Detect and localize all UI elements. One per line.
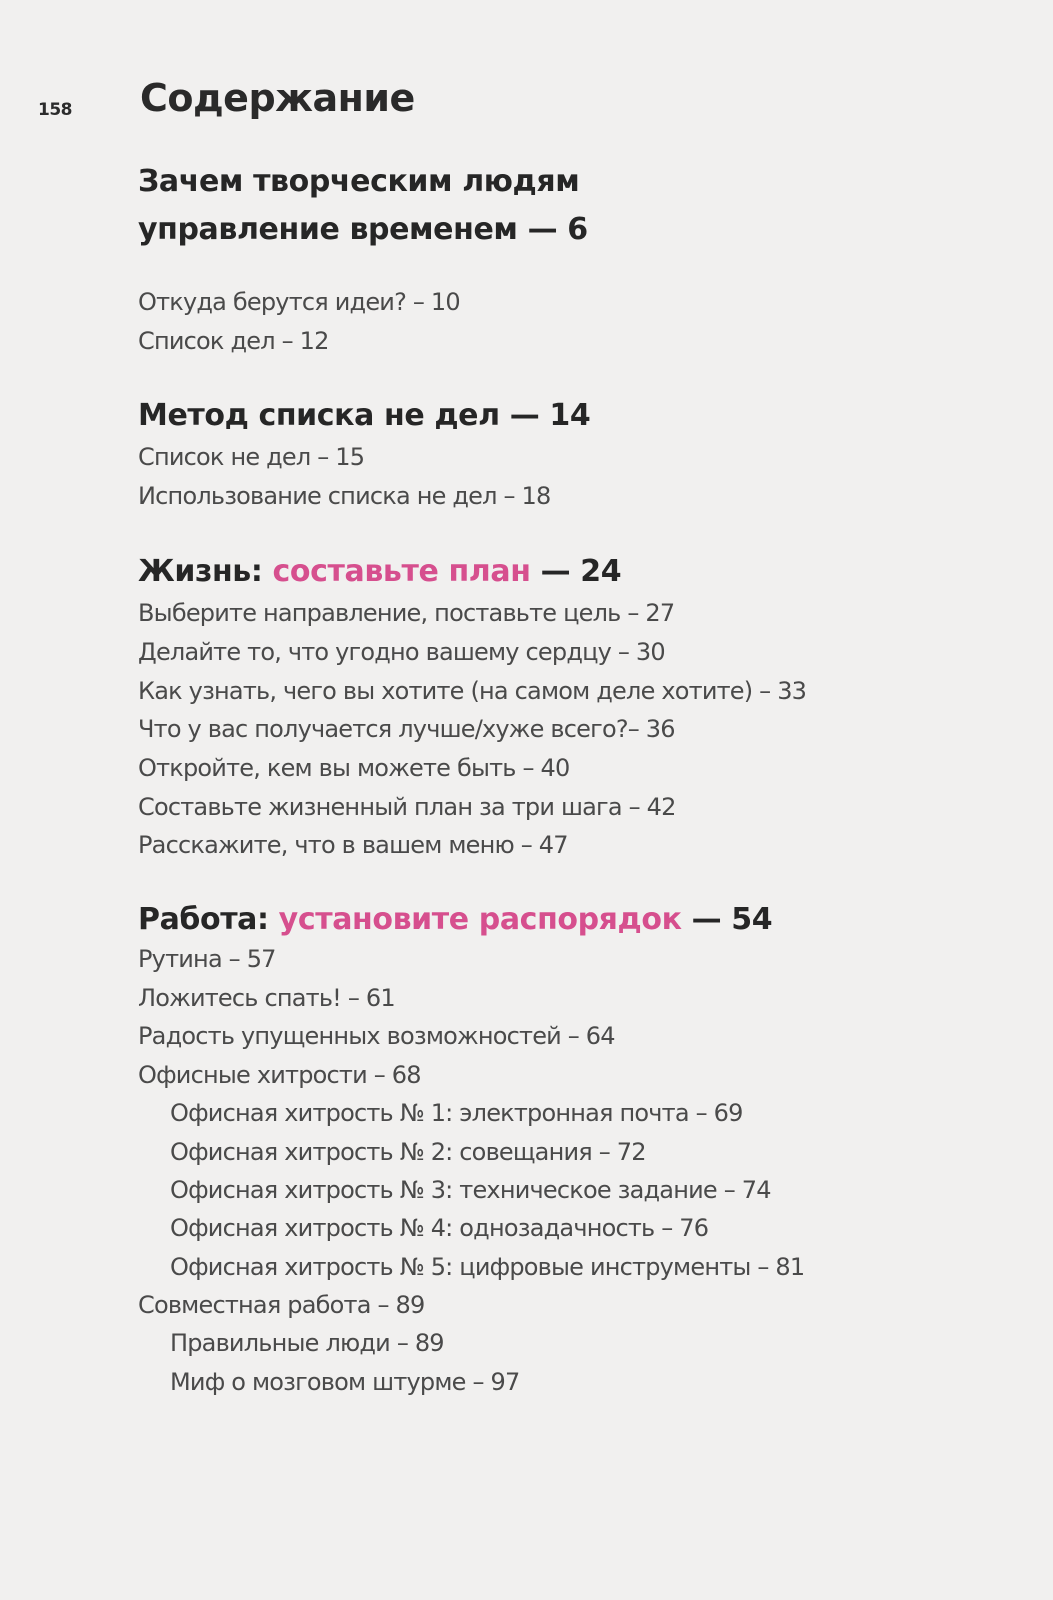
toc-subitem[interactable]: Правильные люди – 89 [170,1329,444,1357]
section-heading-3[interactable] [138,548,621,596]
section-heading-text: управление временем [138,212,518,247]
section-page-number: 54 [731,902,773,937]
toc-subitem[interactable]: Офисная хитрость № 5: цифровые инструменты – 81 [170,1253,805,1281]
section-dash: — [540,554,571,589]
toc-subitem[interactable]: Офисная хитрость № 3: техническое задание – 74 [170,1176,771,1204]
section-page-number: 14 [549,398,591,433]
section-dash: — [527,212,558,247]
section-heading-2[interactable] [138,392,590,440]
section-heading-text: Зачем творческим людям [138,164,580,199]
toc-subitem[interactable]: Офисная хитрость № 2: совещания – 72 [170,1138,646,1166]
toc-item[interactable]: Список не дел – 15 [138,443,365,471]
section-dash: — [509,398,540,433]
section-heading-text: Жизнь: [138,554,263,589]
section-heading-text: Работа: [138,902,269,937]
toc-item[interactable]: Расскажите, что в вашем меню – 47 [138,831,568,859]
toc-subitem[interactable]: Офисная хитрость № 4: однозадачность – 76 [170,1214,709,1242]
toc-subitem[interactable]: Офисная хитрость № 1: электронная почта – 69 [170,1099,743,1127]
toc-item[interactable]: Составьте жизненный план за три шага – 42 [138,793,676,821]
toc-item[interactable]: Ложитесь спать! – 61 [138,984,395,1012]
toc-item[interactable]: Список дел – 12 [138,327,329,355]
toc-item[interactable]: Рутина – 57 [138,945,276,973]
section-page-number: 24 [580,554,622,589]
section-dash: — [691,902,722,937]
toc-item[interactable]: Делайте то, что угодно вашему сердцу – 30 [138,638,665,666]
section-heading-text: Метод списка не дел [138,398,500,433]
section-heading-accent: составьте план [272,554,531,589]
section-heading-1[interactable] [138,158,579,206]
page-number: 158 [38,100,72,120]
section-heading-1-line2[interactable] [138,206,588,254]
section-page-number: 6 [567,212,588,247]
toc-item[interactable]: Радость упущенных возможностей – 64 [138,1022,615,1050]
toc-item[interactable]: Что у вас получается лучше/хуже всего?– 36 [138,715,675,743]
toc-subitem[interactable]: Миф о мозговом штурме – 97 [170,1368,520,1396]
toc-item[interactable]: Выберите направление, поставьте цель – 27 [138,599,675,627]
toc-item[interactable]: Откуда берутся идеи? – 10 [138,288,460,316]
section-heading-accent: установите распорядок [278,902,682,937]
toc-item[interactable]: Офисные хитрости – 68 [138,1061,421,1089]
toc-item[interactable]: Как узнать, чего вы хотите (на самом деле хотите) – 33 [138,677,807,705]
toc-item[interactable]: Совместная работа – 89 [138,1291,425,1319]
toc-item[interactable]: Откройте, кем вы можете быть – 40 [138,754,570,782]
section-heading-4[interactable] [138,896,772,944]
page-title: Содержание [140,76,415,120]
toc-item[interactable]: Использование списка не дел – 18 [138,482,551,510]
